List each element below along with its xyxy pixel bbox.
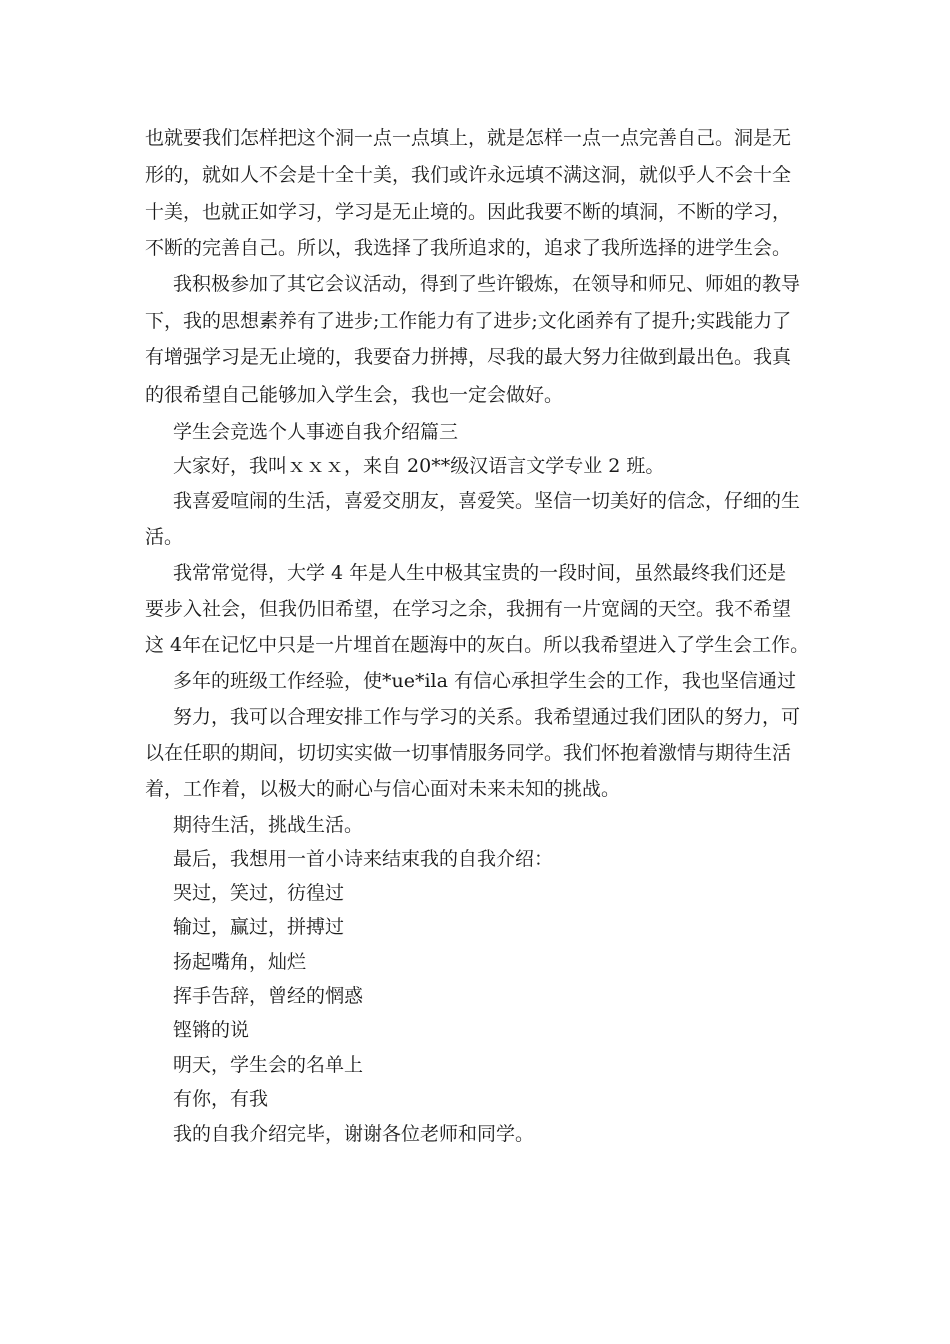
text-line: 不断的完善自己。所以，我选择了我所追求的，追求了我所选择的进学生会。 <box>145 237 792 259</box>
poem-line: 明天，学生会的名单上 <box>173 1054 364 1076</box>
text-line: 多年的班级工作经验，使*ue*ila 有信心承担学生会的工作，我也坚信通过 <box>173 670 797 692</box>
text-line: 有增强学习是无止境的，我要奋力拼搏，尽我的最大努力往做到最出色。我真 <box>145 346 792 368</box>
text-line: 我积极参加了其它会议活动，得到了些许锻炼，在领导和师兄、师姐的教导 <box>173 273 801 295</box>
text-line: 着，工作着，以极大的耐心与信心面对未来未知的挑战。 <box>145 778 621 800</box>
text-line: 也就要我们怎样把这个洞一点一点填上，就是怎样一点一点完善自己。洞是无 <box>145 127 792 149</box>
poem-line: 输过，赢过，拼搏过 <box>173 916 345 938</box>
text-line: 我喜爱喧闹的生活，喜爱交朋友，喜爱笑。坚信一切美好的信念，仔细的生 <box>173 490 801 512</box>
text-line: 最后，我想用一首小诗来结束我的自我介绍： <box>173 848 554 870</box>
text-line: 我常常觉得，大学 4 年是人生中极其宝贵的一段时间，虽然最终我们还是 <box>173 562 787 584</box>
text-line: 下，我的思想素养有了进步;工作能力有了进步;文化函养有了提升;实践能力了 <box>145 310 792 332</box>
text-line: 的很希望自己能够加入学生会，我也一定会做好。 <box>145 384 564 406</box>
text-line: 期待生活，挑战生活。 <box>173 814 364 836</box>
poem-line: 哭过，笑过，彷徨过 <box>173 882 345 904</box>
poem-line: 挥手告辞，曾经的惘惑 <box>173 985 364 1007</box>
poem-line: 铿锵的说 <box>173 1019 250 1041</box>
text-line: 这 4年在记忆中只是一片埋首在题海中的灰白。所以我希望进入了学生会工作。 <box>145 634 810 656</box>
text-line: 要步入社会，但我仍旧希望，在学习之余，我拥有一片宽阔的天空。我不希望 <box>145 598 792 620</box>
text-line: 活。 <box>145 526 184 548</box>
text-line: 以在任职的期间，切切实实做一切事情服务同学。我们怀抱着激情与期待生活 <box>145 742 792 764</box>
poem-line: 有你，有我 <box>173 1088 269 1110</box>
text-line: 十美，也就正如学习，学习是无止境的。因此我要不断的填洞，不断的学习， <box>145 201 792 223</box>
poem-line: 扬起嘴角，灿烂 <box>173 951 307 973</box>
text-line: 大家好，我叫ｘｘｘ，来自 20**级汉语言文学专业 2 班。 <box>173 455 665 477</box>
text-line: 努力，我可以合理安排工作与学习的关系。我希望通过我们团队的努力，可 <box>173 706 801 728</box>
closing-line: 我的自我介绍完毕，谢谢各位老师和同学。 <box>173 1123 535 1145</box>
section-heading: 学生会竞选个人事迹自我介绍篇三 <box>173 421 459 443</box>
text-line: 形的，就如人不会是十全十美，我们或许永远填不满这洞，就似乎人不会十全 <box>145 164 792 186</box>
